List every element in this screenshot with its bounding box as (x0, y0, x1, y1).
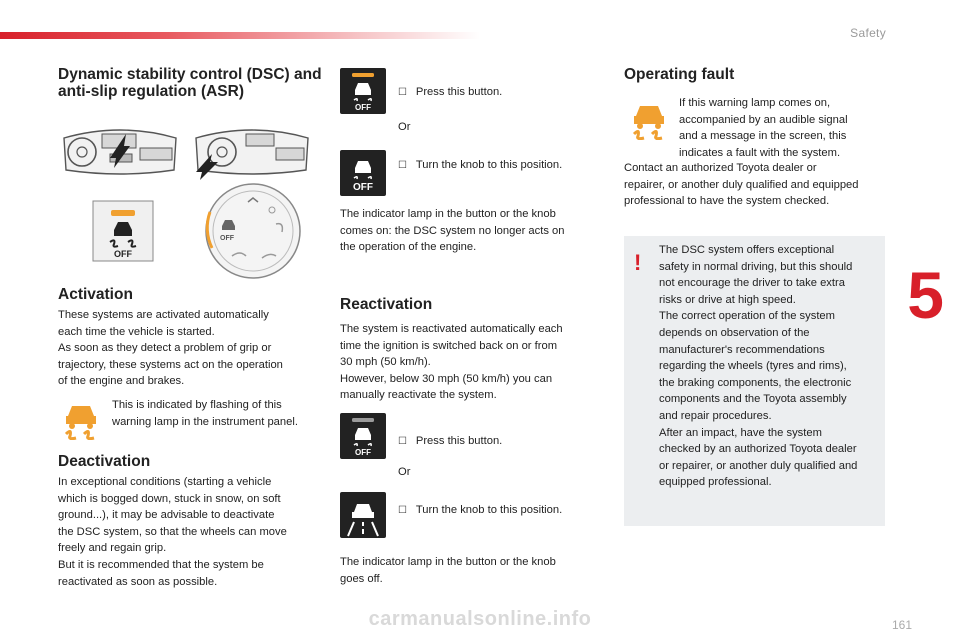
reactivation-or: Or (398, 466, 411, 478)
dsc-off-button-icon-inactive (340, 413, 386, 459)
reactivation-step-1: ☐ Press this button. (398, 435, 503, 447)
svg-text:OFF: OFF (355, 103, 371, 112)
dsc-off-button-icon (92, 200, 154, 267)
dsc-off-knob-position-icon (340, 150, 386, 196)
svg-text:OFF: OFF (353, 182, 373, 193)
road-icon (340, 492, 386, 538)
header-accent-bar (0, 32, 480, 39)
off-label: OFF (114, 249, 132, 259)
deactivation-step-1: ☐ Press this button. (398, 86, 503, 98)
deactivation-or: Or (398, 121, 411, 133)
svg-text:OFF: OFF (220, 235, 234, 242)
page-title: Dynamic stability control (DSC) and anti-slip regulation (ASR) (58, 66, 322, 100)
deactivation-step-2: ☐ Turn the knob to this position. (398, 159, 563, 171)
terrain-knob-icon (204, 182, 302, 285)
reactivation-step-2: ☐ Turn the knob to this position. (398, 504, 563, 516)
exclamation-icon: ! (634, 250, 642, 275)
skid-warning-icon-fault (630, 100, 668, 145)
section-label: Safety (850, 26, 886, 40)
chapter-number: 5 (907, 258, 944, 332)
deactivation-heading: Deactivation (58, 453, 151, 470)
reactivation-body: The system is reactivated automatically each time the ignition is switched back on or from 30 mph (50 km/h). However, below 30 mph (50 km/h) you can manually reactivate the system. (340, 323, 563, 402)
watermark: carmanualsonline.info (368, 608, 592, 630)
deactivation-body: In exceptional conditions (starting a vehicle which is bogged down, stuck in snow, on soft ground...), it may be advisable to deactivate the DSC system, so that the wheels can move freely and regain grip. But it is recommended that the system be reactivated as soon as possible. (58, 476, 287, 588)
operating-fault-heading: Operating fault (624, 66, 735, 83)
page-number: 161 (891, 618, 912, 632)
skid-warning-icon (62, 400, 100, 445)
warning-text: The DSC system offers exceptional safety in normal driving, but this should not encourage the driver to take extra risks or drive at high speed. The correct operation of the system depends on observation of the manufacturer's recommendations regarding the wheels (tyres and rims), the braking components, the electronic components and the Toyota assembly and repair procedures. After an impact, have the system checked by an authorized Toyota dealer or repairer, or another duly qualified and equipped professional. (659, 244, 858, 489)
activation-lamp-text: This is indicated by flashing of this warning lamp in the instrument panel. (112, 399, 298, 428)
deactivation-indicator-text: The indicator lamp in the button or the knob comes on: the DSC system no longer acts on the operation of the engine. (340, 208, 565, 254)
dashboard-location-icon (60, 124, 180, 185)
fault-body: Contact an authorized Toyota dealer or repairer, or another duly qualified and equipped professional to have the system checked. (624, 162, 859, 208)
dsc-off-button-icon-active (340, 68, 386, 114)
reactivation-indicator-text: The indicator lamp in the button or the knob goes off. (340, 556, 556, 585)
reactivation-heading: Reactivation (340, 296, 433, 313)
activation-body: These systems are activated automatically each time the vehicle is started. As soon as they detect a problem of grip or trajectory, these systems act on the operation of the engine and brakes. (58, 309, 283, 388)
svg-text:OFF: OFF (355, 448, 371, 457)
fault-lamp-text: If this warning lamp comes on, accompanied by an audible signal and a message in the screen, this indicates a fault with the system. (679, 97, 848, 159)
dashboard-location-icon-alt (192, 124, 312, 185)
activation-heading: Activation (58, 286, 133, 303)
